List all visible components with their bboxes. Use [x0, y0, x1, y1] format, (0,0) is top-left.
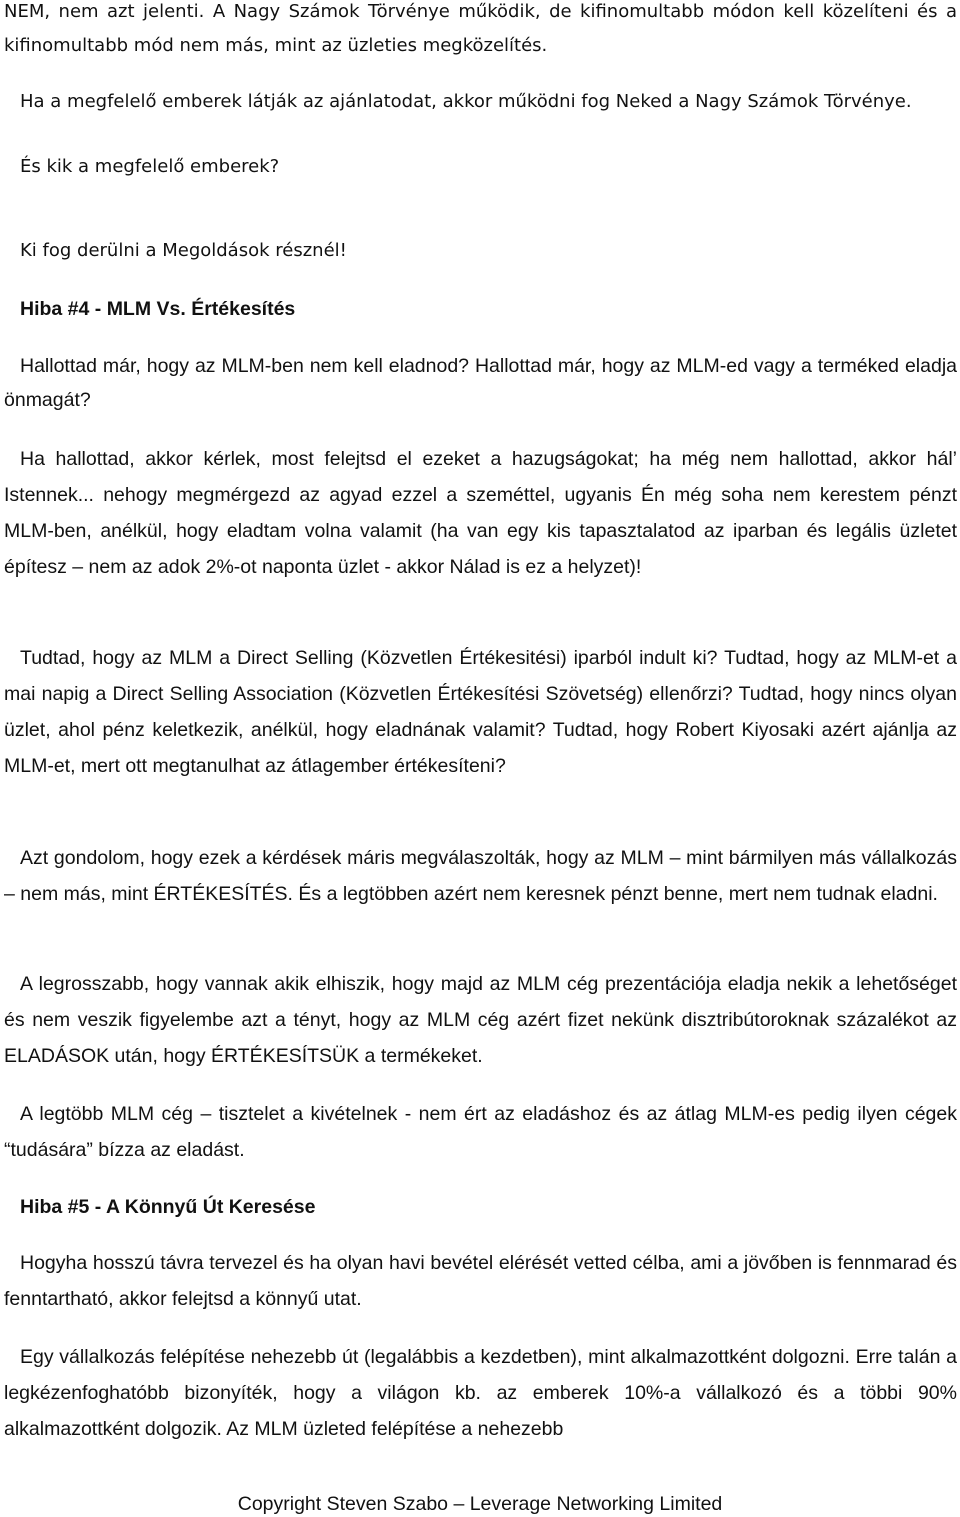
paragraph-long-term: Hogyha hosszú távra tervezel és ha olyan havi bevétel elérését vetted célba, ami a jövőben is fennmarad és fenntartható, akkor felejtsd a könnyű utat.	[4, 1252, 957, 1310]
paragraph-direct-selling: Tudtad, hogy az MLM a Direct Selling (Közvetlen Értékesitési) iparból indult ki? Tudtad, hogy az MLM-et a mai napig a Direct Selling Association (Közvetlen Értékesítési Szövetség) ellenőrzi? Tudtad, hogy nincs olyan üzlet, ahol pénz keletkezik, anélkül, hogy eladnának valamit? Tudtad, hogy Robert Kiyosaki azért ajánlja az MLM-et, mert ott megtanulhat az átlagember értékesíteni?	[4, 647, 957, 777]
paragraph-right-people: Ha a megfelelő emberek látják az ajánlatodat, akkor működni fog Neked a Nagy Számok Törvénye.	[20, 91, 912, 112]
paragraph-business: Egy vállalkozás felépítése nehezebb út (legalábbis a kezdetben), mint alkalmazottként dolgozni. Erre talán a legkézenfoghatóbb bizonyíték, hogy a világon kb. az emberek 10%-a vállalkozó és a többi 90% alkalmazottként dolgozik. Az MLM üzleted felépítése a nehezebb	[4, 1346, 957, 1440]
paragraph-most-companies: A legtöbb MLM cég – tisztelet a kivételnek - nem ért az eladáshoz és az átlag MLM-es pedig ilyen cégek “tudására” bízza az eladást.	[4, 1103, 957, 1161]
paragraph-worst: A legrosszabb, hogy vannak akik elhiszik, hogy majd az MLM cég prezentációja eladja nekik a lehetőséget és nem veszik figyelembe azt a tényt, hogy az MLM cég azért fizet nekünk disztribútoroknak százalékot az ELADÁSOK után, hogy ÉRTÉKESÍTSÜK a termékeket.	[4, 973, 957, 1067]
paragraph-solutions: Ki fog derülni a Megoldások résznél!	[20, 240, 347, 261]
footer-copyright: Copyright Steven Szabo – Leverage Networking Limited	[237, 1493, 723, 1515]
paragraph-lies: Ha hallottad, akkor kérlek, most felejtsd el ezeket a hazugságokat; ha még nem hallottad, akkor hál’ Istennek... nehogy megmérgezd az agyad ezzel a szeméttel, ugyanis Én még soha nem kerestem pénzt MLM-ben, anélkül, hogy eladtam volna valamit (ha van egy kis tapasztalatod az iparban és legális üzletet építesz – nem az adok 2%-ot naponta üzlet - akkor Nálad is ez a helyzet)!	[4, 448, 957, 578]
paragraph-questions-answered: Azt gondolom, hogy ezek a kérdések máris megválaszolták, hogy az MLM – mint bármilyen más vállalkozás – nem más, mint ÉRTÉKESÍTÉS. És a legtöbben azért nem keresnek pénzt benne, mert nem tudnak eladni.	[4, 847, 957, 905]
heading-mistake-4: Hiba #4 - MLM Vs. Értékesítés	[20, 298, 296, 320]
paragraph-question: És kik a megfelelő emberek?	[20, 156, 280, 177]
paragraph-heard: Hallottad már, hogy az MLM-ben nem kell eladnod? Hallottad már, hogy az MLM-ed vagy a terméked eladja önmagát?	[4, 355, 957, 411]
paragraph-intro: NEM, nem azt jelenti. A Nagy Számok Törvénye működik, de kifinomultabb módon kell közelíteni és a kifinomultabb mód nem más, mint az üzleties megközelítés.	[4, 1, 957, 56]
heading-mistake-5: Hiba #5 - A Könnyű Út Keresése	[20, 1196, 316, 1218]
